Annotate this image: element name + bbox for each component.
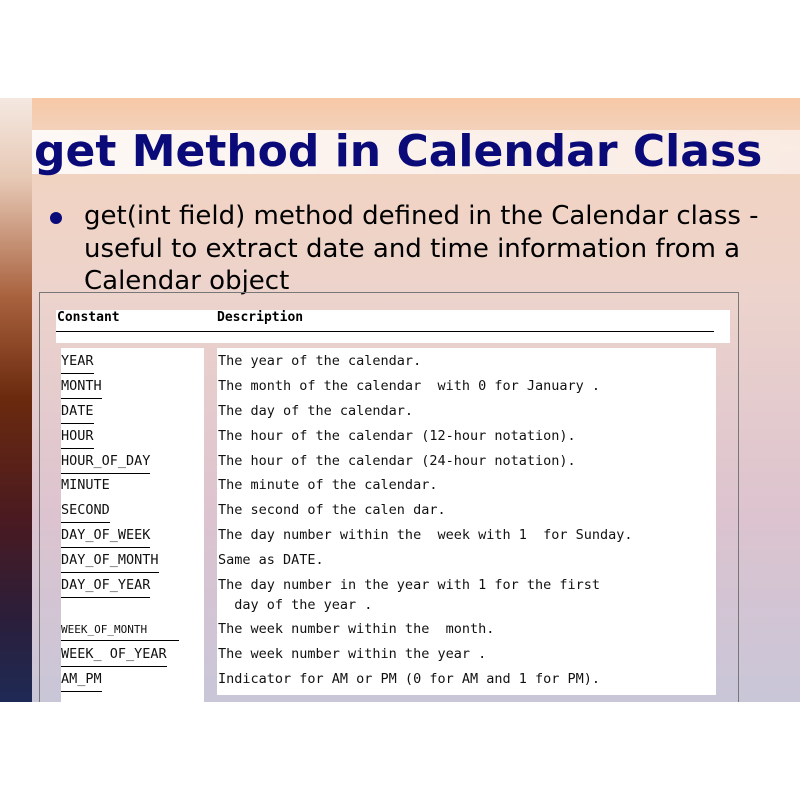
constant-cell: YEAR [61,353,94,374]
description-cell: The day of the calendar. [218,403,414,419]
description-cell: The day number in the year with 1 for the first day of the year . [218,577,601,613]
constant-cell: SECOND [61,502,110,523]
description-cell: The second of the calen dar. [218,502,446,518]
description-column [217,348,716,695]
description-cell: The hour of the calendar (24-hour notation). [218,453,576,469]
constant-cell: DAY_OF_YEAR [61,577,150,598]
constant-cell: WEEK_OF_MONTH [61,623,179,641]
description-cell: The week number within the year . [218,646,487,662]
description-cell: The minute of the calendar. [218,477,438,493]
description-cell: The week number within the month. [218,621,495,637]
header-constant: Constant [57,310,120,325]
description-cell: The month of the calendar with 0 for January . [218,378,601,394]
description-cell: Same as DATE. [218,552,324,568]
constant-cell: AM_PM [61,671,102,692]
constant-cell: DAY_OF_WEEK [61,527,150,548]
constant-cell: MONTH [61,378,102,399]
constant-cell: DATE [61,403,94,424]
constant-cell: MINUTE [61,477,110,493]
header-description: Description [217,310,304,325]
bullet-text: get(int field) method defined in the Calendar class -useful to extract date and time information from a Calendar object [84,201,759,296]
constant-column [61,348,204,702]
slide [0,98,800,702]
table-header [56,310,730,343]
constant-cell: WEEK_ OF_YEAR [61,646,167,667]
constant-cell: HOUR [61,428,94,449]
description-cell: Indicator for AM or PM (0 for AM and 1 for PM). [218,671,601,687]
constant-cell: HOUR_OF_DAY [61,453,150,474]
bullet-icon [50,212,62,224]
constant-cell: DAY_OF_MONTH [61,552,159,573]
description-cell: The day number within the week with 1 for Sunday. [218,527,633,543]
description-cell: The hour of the calendar (12-hour notation). [218,428,576,444]
slide-title: get Method in Calendar Class [34,126,763,177]
description-cell: The year of the calendar. [218,353,422,369]
slide-left-band [0,98,32,702]
header-divider [56,331,714,332]
